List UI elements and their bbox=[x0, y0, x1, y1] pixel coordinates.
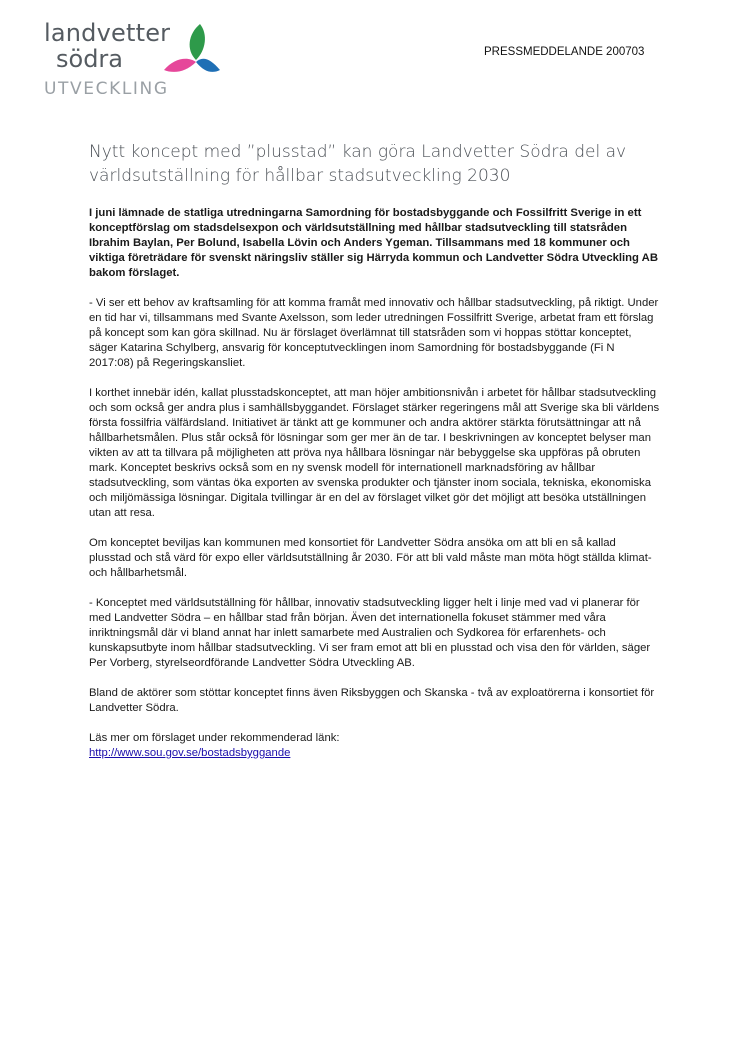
logo-wordmark-line1: landvetter bbox=[44, 19, 171, 47]
read-more-link[interactable]: http://www.sou.gov.se/bostadsbyggande bbox=[89, 747, 291, 759]
logo-wordmark-line3: UTVECKLING bbox=[44, 79, 169, 99]
logo-wordmark-line2: södra bbox=[56, 45, 123, 73]
document-type-label: PRESSMEDDELANDE 200703 bbox=[484, 46, 645, 58]
lead-paragraph: I juni lämnade de statliga utredningarna Samordning för bostadsbyggande och Fossilfritt Sverige in ett konceptförslag om stadsdelsexpon och världsutställning med hållbar stadsutveckling till statsråden Ibrahim Baylan, Per Bolund, Isabella Lövin och Anders Ygeman. Tillsammans med 18 kommuner och viktiga företrädare för svenskt näringsliv ställer sig Härryda kommun och Landvetter Södra Utveckling AB bakom förslaget. bbox=[89, 207, 658, 279]
body-paragraph: I korthet innebär idén, kallat plusstadskonceptet, att man höjer ambitionsnivån i arbetet för hållbar stadsutveckling och som också ger andra plus i samhällsbyggandet. Förslaget stärker regeringens mål att Sverige ska bli världens första fossilfria välfärdsland. Initiativet är tänkt att ge kommuner och andra aktörer stärkta förutsättningar att nå hållbarhetsmålen. Plus står också för lösningar som ger mer än de tar. I beskrivningen av konceptet belyser man vikten av att ta tillvara på möjligheten att pröva nya hållbara lösningar när bebyggelse ska uppföras på obruten mark. Konceptet beskrivs också som en ny svensk modell för internationell marknadsföring av hållbar stadsutveckling, som väntas öka exporten av svenska produkter och tjänster inom sociala, tekniska, ekonomiska och miljömässiga lösningar. Digitala tvillingar är en del av förslaget vilket gör det möjligt att besöka utställningen utan att resa. bbox=[89, 387, 660, 519]
body-paragraph: Om konceptet beviljas kan kommunen med konsortiet för Landvetter Södra ansöka om att bli en så kallad plusstad och stå värd för expo eller världsutställning år 2030. För att bli vald måste man möta högt ställda klimat- och hållbarhetsmål. bbox=[89, 537, 652, 579]
read-more-text: Läs mer om förslaget under rekommenderad länk: bbox=[89, 732, 340, 744]
body-paragraph: Bland de aktörer som stöttar konceptet finns även Riksbyggen och Skanska - två av exploatörerna i konsortiet för Landvetter Södra. bbox=[89, 687, 655, 714]
body-paragraph: - Vi ser ett behov av kraftsamling för att komma framåt med innovativ och hållbar stadsutveckling, på riktigt. Under en tid har vi, tillsammans med Svante Axelsson, som leder utredningen Fossilfritt Sverige, arbetat fram ett förslag på koncept som kan göra skillnad. Nu är förslaget överlämnat till statsråden som vi hoppas stöttar konceptet, säger Katarina Schylberg, ansvarig för konceptutvecklingen inom Samordning för bostadsbyggande (Fi N 2017:08) på Regeringskansliet. bbox=[89, 297, 659, 369]
company-logo bbox=[44, 18, 244, 108]
article-body bbox=[89, 206, 661, 761]
body-paragraph: - Konceptet med världsutställning för hållbar, innovativ stadsutveckling ligger helt i linje med vad vi planerar för med Landvetter Södra – en hållbar stad från början. Även det internationella fokuset stämmer med våra inriktningsmål där vi bland annat har inlett samarbete med Australien och Sydkorea för erfarenhets- och kunskapsutbyte inom hållbar stadsutveckling. Vi ser fram emot att bli en plusstad och visa den för världen, säger Per Vorberg, styrelseordförande Landvetter Södra Utveckling AB. bbox=[89, 597, 651, 669]
read-more bbox=[89, 731, 661, 761]
page-title: Nytt koncept med ”plusstad” kan göra Landvetter Södra del av världsutställning för hållbar stadsutveckling 2030 bbox=[89, 142, 627, 186]
leaf-logo-icon bbox=[162, 20, 222, 76]
